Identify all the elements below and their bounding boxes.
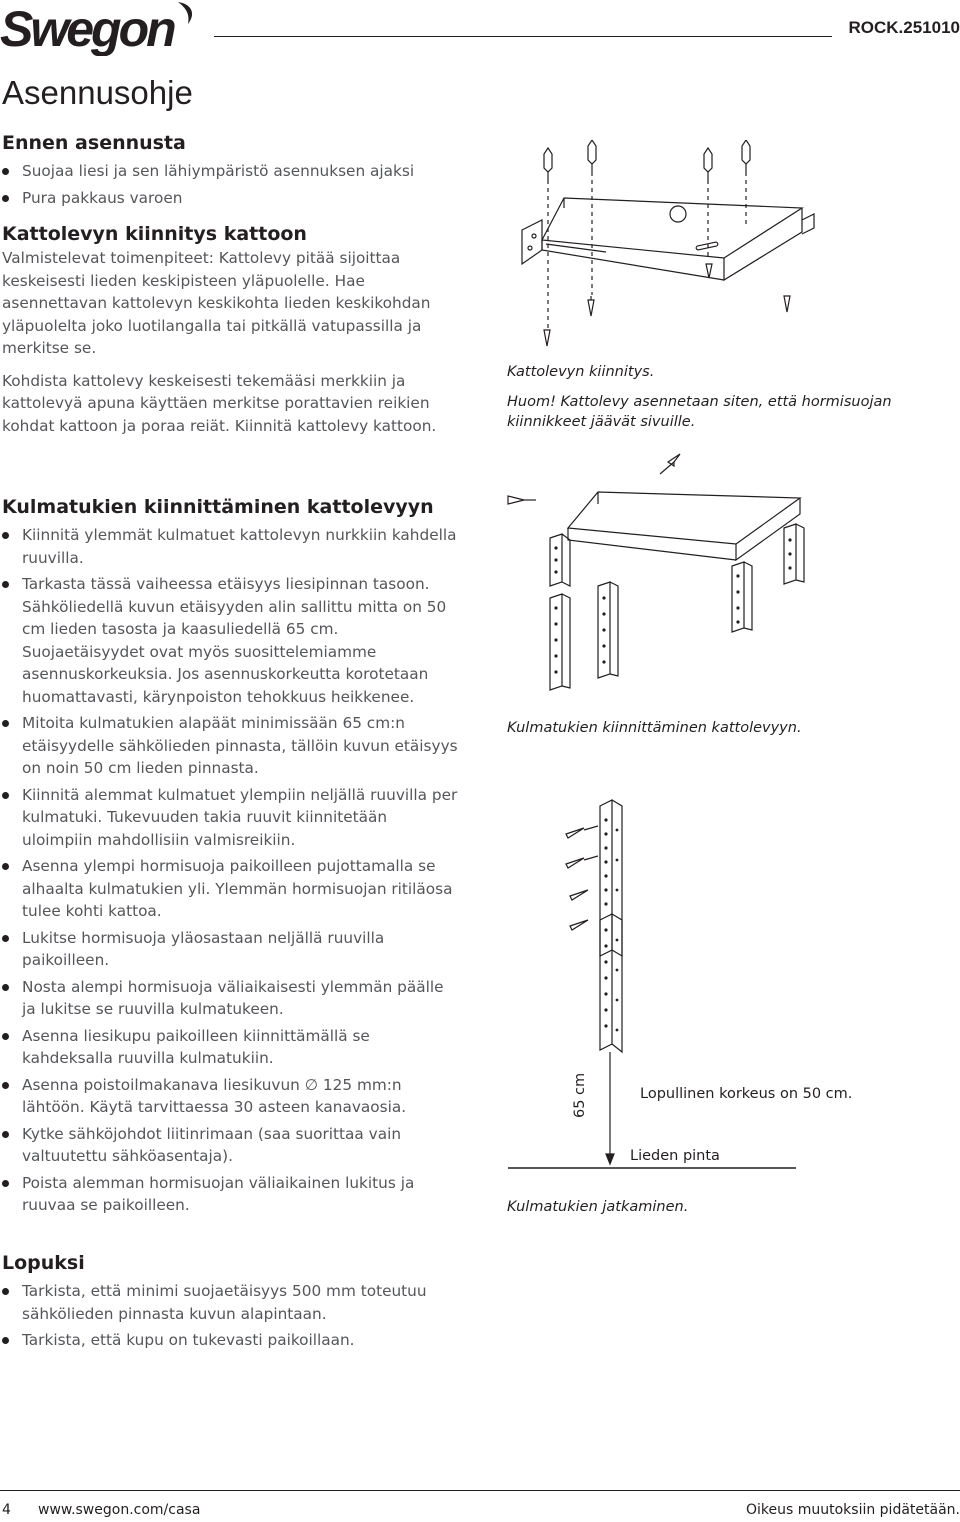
- brackets-list: [2, 524, 458, 1217]
- bracket-attachment-illustration: [500, 448, 820, 712]
- ceiling-paragraph-2: Kohdista kattolevy keskeisesti tekemääsi merkkiin ja kattolevyä apuna käyttäen merkitse porattavien reikien kohdat kattoon ja poraa reiät. Kiinnitä kattolevy kattoon.: [2, 371, 437, 435]
- list-item: Asenna poistoilmakanava liesikuvun ∅ 125 mm:n lähtöön. Käytä tarvittaessa 30 asteen kanavaosia.: [2, 1074, 458, 1119]
- list-item: Tarkista, että kupu on tukevasti paikoillaan.: [2, 1329, 458, 1352]
- section-title-ceiling: Kattolevyn kiinnitys kattoon: [2, 223, 307, 245]
- surface-label: Lieden pinta: [630, 1148, 720, 1164]
- list-item: Asenna liesikupu paikoilleen kiinnittämällä se kahdeksalla ruuvilla kulmatukiin.: [2, 1025, 458, 1070]
- logo-wordmark: Swegon: [0, 1, 174, 56]
- ceiling-plate-illustration: [496, 140, 816, 360]
- list-item: Kiinnitä alemmat kulmatuet ylempiin neljällä ruuvilla per kulmatuki. Tukevuuden takia ruuvit kiinnitetään uloimpiin mahdollisiin valmisreikiin.: [2, 784, 458, 852]
- page-footer: [0, 1490, 960, 1522]
- document-code: ROCK.251010: [848, 18, 960, 37]
- ceiling-paragraph-1: Valmistelevat toimenpiteet: Kattolevy pitää sijoittaa keskeisesti lieden keskipisteen yläpuolelle. Hae asennettavan kattolevyn keskikohta lieden keskikohdan yläpuolelta joko luotilangalla tai pitkällä vatupassilla ja merkitse se.: [2, 249, 431, 357]
- section-title-final: Lopuksi: [2, 1252, 85, 1274]
- list-item: Kytke sähköjohdot liitinrimaan (saa suorittaa vain valtuutettu sähköasentaja).: [2, 1123, 458, 1168]
- list-item: Mitoita kulmatukien alapäät minimissään 65 cm:n etäisyydelle sähkölieden pinnasta, tällöin kuvun etäisyys on noin 50 cm lieden pinnasta.: [2, 712, 458, 780]
- list-item: Pura pakkaus varoen: [2, 187, 458, 210]
- figure-1-caption: Kattolevyn kiinnitys.: [507, 364, 655, 380]
- page-title: Asennusohje: [2, 74, 193, 111]
- final-height-label: Lopullinen korkeus on 50 cm.: [640, 1086, 853, 1102]
- list-item: Tarkasta tässä vaiheessa etäisyys liesipinnan tasoon. Sähköliedellä kuvun etäisyyden alin sallittu mitta on 50 cm lieden tasosta ja kaasuliedellä 65 cm. Suojaetäisyydet ovat myös suosittelemiamme asennuskorkeuksia. Jos asennuskorkeutta korotetaan huomattavasti, kärynpoiston tehokkuus heikkenee.: [2, 573, 458, 708]
- screw-icon: [588, 296, 594, 316]
- section-brackets: [2, 494, 458, 1217]
- final-list: [2, 1280, 458, 1352]
- list-item: Lukitse hormisuoja yläosastaan neljällä ruuvilla paikoilleen.: [2, 927, 458, 972]
- list-item: Asenna ylempi hormisuoja paikoilleen pujottamalla se alhaalta kulmatukien yli. Ylemmän hormisuojan ritiläosa tulee kohti kattoa.: [2, 855, 458, 923]
- list-item: Tarkista, että minimi suojaetäisyys 500 mm toteutuu sähkölieden pinnasta kuvun alapintaan.: [2, 1280, 458, 1325]
- page-header: [0, 0, 960, 60]
- footer-rule: [0, 1490, 960, 1491]
- list-item: Kiinnitä ylemmät kulmatuet kattolevyn nurkkiin kahdella ruuvilla.: [2, 524, 458, 569]
- bracket-icon: [550, 534, 570, 586]
- dimension-label: 65 cm: [572, 1072, 588, 1118]
- list-item: Nosta alempi hormisuoja väliaikaisesti ylemmän päälle ja lukitse se ruuvilla kulmatukeen.: [2, 976, 458, 1021]
- bracket-extension-illustration: [500, 790, 800, 1180]
- figure-3-caption: Kulmatukien jatkaminen.: [507, 1199, 689, 1215]
- section-final: [2, 1250, 458, 1352]
- footer-url-link[interactable]: www.swegon.com/casa: [38, 1502, 201, 1518]
- figure-2-caption: Kulmatukien kiinnittäminen kattolevyyn.: [507, 720, 802, 736]
- page-number: 4: [2, 1502, 11, 1518]
- list-item: Suojaa liesi ja sen lähiympäristö asennuksen ajaksi: [2, 160, 458, 183]
- screw-icon: [660, 454, 680, 474]
- screw-icon: [566, 826, 598, 838]
- list-item: Poista alemman hormisuojan väliaikainen lukitus ja ruuvaa se paikoilleen.: [2, 1172, 458, 1217]
- swegon-logo: [0, 0, 200, 56]
- section-before-and-ceiling: [2, 130, 458, 437]
- section-title-brackets: Kulmatukien kiinnittäminen kattolevyyn: [2, 496, 434, 518]
- header-rule: [214, 36, 832, 37]
- wall-plug-icon: [544, 148, 552, 180]
- footer-rights: Oikeus muutoksiin pidätetään.: [745, 1502, 960, 1518]
- before-list: [2, 160, 458, 209]
- figure-1-note: Huom! Kattolevy asennetaan siten, että hormisuojan kiinnikkeet jäävät sivuille.: [507, 394, 892, 430]
- section-title-before: Ennen asennusta: [2, 132, 186, 154]
